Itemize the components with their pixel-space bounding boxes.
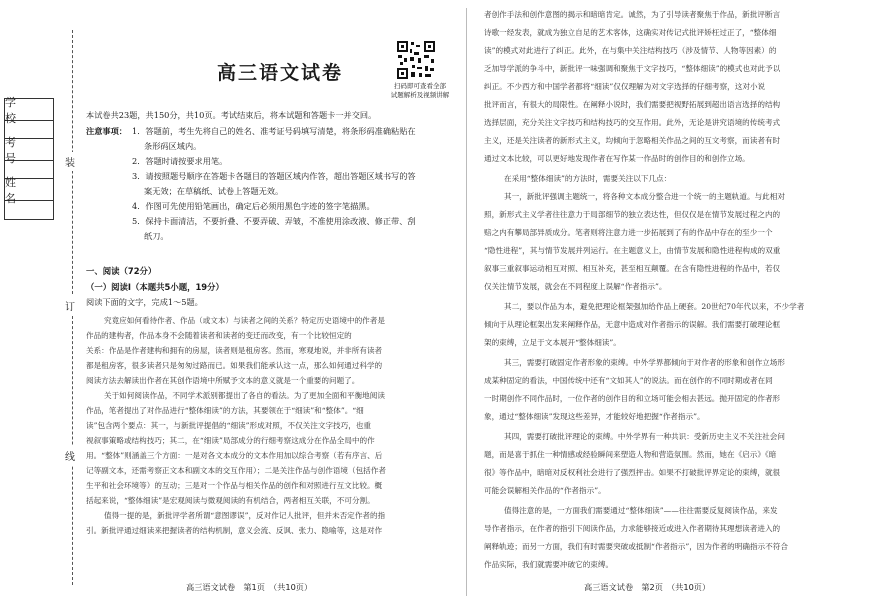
passage-line: 纠正。不少西方和中国学者都将“细读”仅仅理解为对文字选择的仔细考察，这对小说	[484, 82, 766, 91]
school-field-label: 学 校	[5, 99, 53, 121]
exam-number-field-label: 考 号	[5, 139, 53, 161]
passage-line: 成某种固定的看法，中国传统中还有“文如其人”的说法。而在创作的不同时期或者在同	[484, 376, 773, 385]
exam-intro: 本试卷共23题，共150分，共10页。考试结束后，将本试题和答题卡一并交回。	[86, 110, 377, 120]
passage-line: 值得一提的是，新批评学者所谓“意图谬误”，反对作记人批评，但并未否定作者的指	[104, 511, 386, 520]
passage-line: 主义，还是关注读者的新形式主义，均倾向于忽略相关作品之间的互文考察，而读者有时	[484, 136, 781, 145]
passage-line: 象，通过“整体细读”发现这些差异，才能较好地把握“作者指示”。	[484, 412, 705, 421]
passage-line: 生平和社会环境等）的互动；三是对一个作品与相关作品的创作和对照进行互文比较。概	[86, 481, 383, 490]
passage-line: 倾向于从理论框架出发来阐释作品，无意中造成对作者指示的误解。我们需要打破理论框	[484, 320, 781, 329]
passage-line: 选择层面，充分关注文字技巧和结构技巧的交互作用。此外，无论是讲究语境的传统考式	[484, 118, 781, 127]
notes-label: 注意事项：	[86, 126, 127, 136]
qr-code-icon[interactable]	[396, 40, 436, 80]
passage-line: 作品的建构者，作品本身不会随着读者和读者的变迁而改变，有一个比较恒定的	[86, 331, 352, 340]
binding-info-box	[4, 95, 54, 220]
passage-line: 者创作手法和创作意图的揭示和暗暗肯定。诚然，为了引导读者聚焦于作品，新批评断言	[484, 10, 781, 19]
passage-line: 可能会误解相关作品的“作者指示”。	[484, 486, 606, 495]
note-item: 4．作图可先使用铅笔画出，确定后必须用黑色字迹的签字笔描黑。	[132, 201, 375, 211]
name-field-label: 姓 名	[5, 179, 53, 201]
note-item: 案无效；在草稿纸、试卷上答题无效。	[144, 186, 284, 196]
passage-line: 阐释轨迹；而另一方面，我们有时需要突破或抵制“作者指示”，因为作者的明确指示不符合	[484, 542, 788, 551]
passage-line: 究竟应如何看待作者、作品（或文本）与读者之间的关系？特定历史语境中的作者是	[104, 316, 385, 325]
column-divider	[466, 8, 467, 596]
passage-line: 架的束缚，立足于文本展开“整体细读”。	[484, 338, 621, 347]
passage-line: 引。新批评通过细读来把握读者的结构机制，意义会流、反讽、张力、隐喻等，这是对作	[86, 526, 383, 535]
passage-line: 值得注意的是，一方面我们需要通过“整体细读”——往往需要反复阅读作品，来发	[504, 506, 778, 515]
passage-line: 记等副文本，还需考察正文本和副文本的交互作用）；二是关注作品与创作语境（包括作者	[86, 466, 386, 475]
page-footer-right: 高三语文试卷 第2页 （共10页）	[584, 582, 711, 592]
passage-line: 阅读方法去解读出作者在其创作语境中所赋予文本的意义就是一个重要的问题了。	[86, 376, 360, 385]
reading-instruction: 阅读下面的文字，完成1～5题。	[86, 297, 203, 307]
passage-line: 导作者指示，在作者的指引下阅读作品，力求能够接近或进入作者期待其理想读者进入的	[484, 524, 781, 533]
passage-line: 视叙事策略或结构技巧；其二，在“细读”局部成分的行细考察这成分在作品全局中的作	[86, 436, 375, 445]
passage-line: 其三，需要打破固定作者形象的束缚。中外学界都倾向于对作者的形象和创作立场形	[504, 358, 785, 367]
binding-mark-xian: 线	[65, 446, 75, 465]
binding-mark-ding: 订	[65, 296, 75, 315]
passage-line: 一时期创作不同作品时，一位作者的创作目的和立场可能会相去甚远。抛开固定的作者形	[484, 394, 781, 403]
note-item: 3．请按照题号顺序在答题卡各题目的答题区域内作答，超出答题区域书写的答	[132, 171, 416, 181]
note-item: 1．答题前，考生先将自己的姓名、准考证号码填写清楚，将条形码准确粘贴在	[132, 126, 416, 136]
passage-line: 读”包含两个要点：其一，与新批评提倡的“细读”形成对照，不仅关注文字技巧，也重	[86, 421, 372, 430]
passage-line: 其二，要以作品为本，避免把理论框架强加给作品上硬套。20世纪70年代以来，不少学者	[504, 302, 805, 311]
passage-line: 批评而言，有很大的局限性。在阐释小说时，我们需要把视野拓展到超出语言选择的结构	[484, 100, 781, 109]
passage-line: 作品实际，我们就需要冲破它的束缚。	[484, 560, 614, 569]
binding-mark-zhuang: 装	[65, 152, 75, 171]
passage-line: 题，而是喜于抓住一种情感或经验瞬间来塑造人物和营造氛围。然而，她在《启示》《暗	[484, 450, 777, 459]
passage-line: 其四，需要打破批评理论的束缚。中外学界有一种共识：受新历史主义不关注社会问	[504, 432, 785, 441]
section-heading: 一、阅读（72分）	[86, 266, 157, 276]
page-footer-left: 高三语文试卷 第1页 （共10页）	[186, 582, 313, 592]
passage-line: 叙事三重叙事运动相互对照、相互补充，甚至相互颠覆。在含有隐性进程的作品中，若仅	[484, 264, 781, 273]
passage-line: 作品，笔者提出了对作品进行“整体细读”的方法，其要领在于“细读”和“整体”。“细	[86, 406, 364, 415]
note-item: 5．保持卡面清洁，不要折叠、不要弄破、弄皱，不准使用涂改液、修正带、刮	[132, 216, 416, 226]
section-subheading: （一）阅读Ⅰ（本题共5小题，19分）	[86, 282, 224, 292]
passage-line: 通过文本比较，可以更好地发现作者在写作某一作品时的创作目的和创作立场。	[484, 154, 750, 163]
page-title: 高三语文试卷	[216, 62, 343, 84]
passage-line: “隐性进程”，其与情节发展并列运行。在主题意义上，由情节发展和隐性进程构成的双重	[484, 246, 781, 255]
passage-line: 关于如何阅读作品，不同学术派别都提出了各自的看法。为了更加全面和平衡地阅读	[104, 391, 385, 400]
passage-line: 关系：作品是作者建构和拥有的房屋，读者则是租房客。然而，寒观地说，并非所有读者	[86, 346, 383, 355]
note-item: 条形码区域内。	[144, 141, 202, 151]
passage-line: 都是租房客，很多读者只是匆匆过路而已。如果我们能承认这一点，那么如何通过科学的	[86, 361, 383, 370]
passage-line: 赔之内有攀局部异质成分。笔者则将注意力进一步拓展到了有的作品中存在的至少一个	[484, 228, 773, 237]
passage-line: 照，新形式主义学者往往意力于局部细节的独立表达性，但仅仅是在情节发展过程之内的	[484, 210, 781, 219]
passage-line: 读”的模式对此进行了纠正。此外，在与集中关注结构技巧（涉及情节、人物等因素）的	[484, 46, 777, 55]
qr-caption: 扫码即可查看全部 试题解析及视频讲解	[390, 82, 450, 99]
note-item: 纸刀。	[144, 231, 169, 241]
passage-line: 乏加导学派的争斗中，新批评一味强调和聚焦于文字技巧，“整体细读”的模式也对此予以	[484, 64, 781, 73]
passage-line: 括起来说，“整体细读”是宏观阅读与微观阅读的有机结合，两者相互关联，不可分割。	[86, 496, 375, 505]
passage-line: 仅关注情节发展，就会在不同程度上误解“作者指示”。	[484, 282, 667, 291]
passage-line: 用。“整体”则涵盖三个方面：一是对各文本成分的文本作用加以综合考察（若有序言、后	[86, 451, 383, 460]
passage-line: 很》等作品中，暗暗对反权利社会进行了强烈抨击。如果不打破批评界定论的束缚，就很	[484, 468, 781, 477]
passage-line: 诗歌一经发表，就成为独立自足的艺术客体，这确实对传记式批评矫枉过正了，“整体细	[484, 28, 777, 37]
passage-line: 在采用“整体细读”的方法时，需要关注以下几点：	[504, 174, 672, 183]
note-item: 2．答题时请按要求用笔。	[132, 156, 228, 166]
passage-line: 其一，新批评强调主题统一，将各种文本成分整合进一个统一的主题轨道。与此相对	[504, 192, 785, 201]
